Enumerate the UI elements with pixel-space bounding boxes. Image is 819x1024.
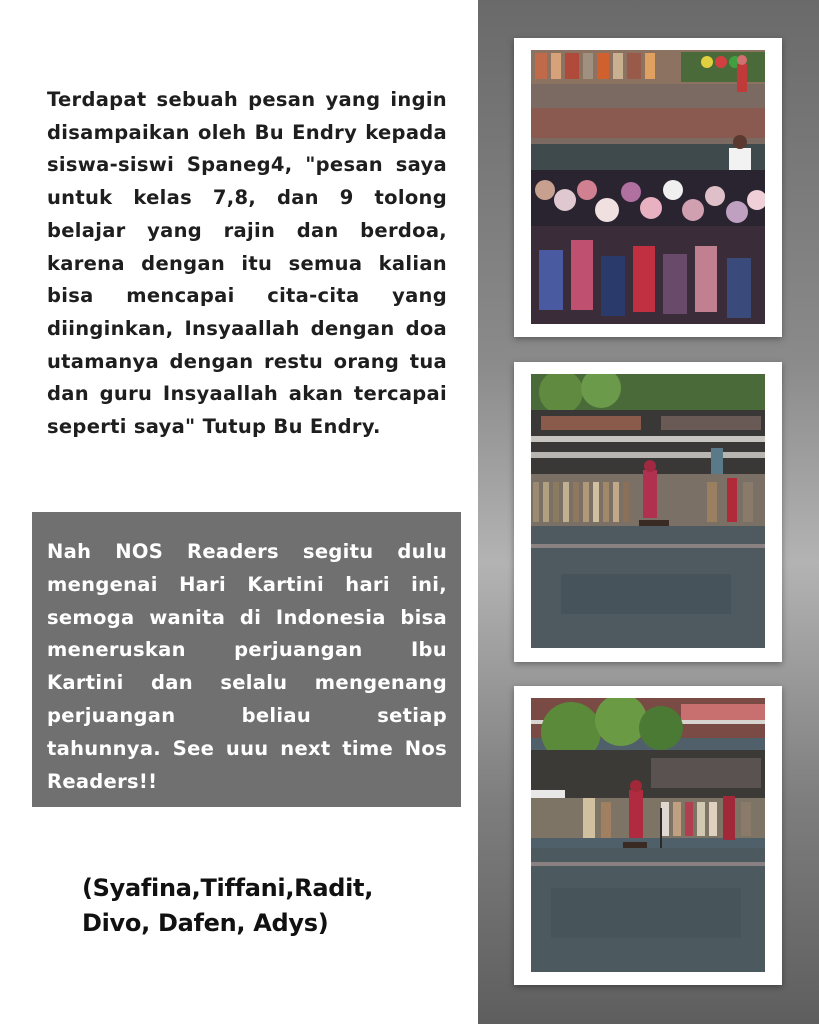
credits xyxy=(82,871,462,941)
photo-courtyard-image xyxy=(531,698,765,972)
message-paragraph: Terdapat sebuah pesan yang ingin disampaikan oleh Bu Endry kepada siswa-siswi Spaneg4, "pesan saya untuk kelas 7,8, dan 9 tolong belajar yang rajin dan berdoa, karena dengan itu semua kalian bisa mencapai cita-cita yang diinginkan, Insyaallah dengan doa utamanya dengan restu orang tua dan guru Insyaallah akan tercapai seperti saya" Tutup Bu Endry. xyxy=(47,88,447,439)
photo-ceremony-building xyxy=(514,362,782,662)
closing-paragraph: Nah NOS Readers segitu dulu mengenai Hari Kartini hari ini, semoga wanita di Indonesia bisa meneruskan perjuangan Ibu Kartini dan selalu mengenang perjuangan beliau setiap tahunnya. See uuu next time Nos Readers!! xyxy=(47,540,447,793)
credits-line-2: Divo, Dafen, Adys) xyxy=(82,909,329,937)
photo-crowd-image xyxy=(531,50,765,324)
photo-ceremony-courtyard xyxy=(514,686,782,985)
photo-ceremony-image xyxy=(531,374,765,648)
photo-crowd-assembly xyxy=(514,38,782,337)
credits-line-1: (Syafina,Tiffani,Radit, xyxy=(82,874,374,902)
